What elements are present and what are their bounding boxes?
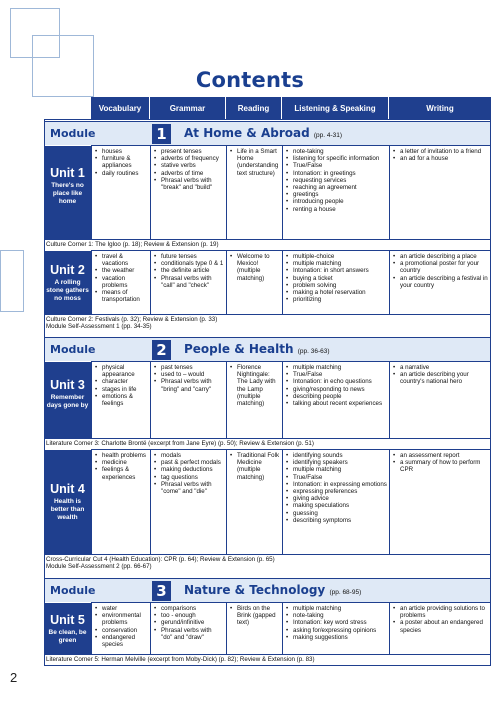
module-label: Module [50, 343, 96, 356]
list-item: • conservation [95, 627, 148, 634]
list-item: • Life in a Smart Home (understanding text structure) [230, 148, 280, 177]
corner-line: Cross-Curricular Cut 4 (Health Education): CPR (p. 64); Review & Extension (p. 65) [46, 556, 275, 563]
listening-speaking-cell [282, 602, 389, 654]
list-item: • giving advice [286, 495, 387, 502]
list-item: • a letter of invitation to a friend [393, 148, 489, 155]
module-pages: (pp. 4-31) [313, 132, 343, 139]
list-item: • houses [95, 148, 148, 155]
list-item: • a narrative [393, 364, 489, 371]
grammar-cell [150, 449, 226, 554]
list-item: • Phrasal verbs with "do" and "draw" [154, 627, 224, 641]
list-item: • identifying speakers [286, 459, 387, 466]
listening-speaking-cell [282, 250, 389, 314]
list-item: • an article describing a festival in your country [393, 275, 489, 289]
list-item: • greetings [286, 191, 387, 198]
culture-corner [44, 239, 491, 250]
column-header-grammar: Grammar [150, 97, 226, 119]
list-item: • Phrasal verbs with "come" and "die" [154, 481, 224, 495]
list-item: • Phrasal verbs with "break" and "build" [154, 177, 224, 191]
list-item: • medicine [95, 459, 148, 466]
list-item: • an article providing solutions to problems [393, 605, 489, 619]
module-title: People & Health (pp. 36-63) [184, 342, 330, 356]
list-item: • listening for specific information [286, 155, 387, 162]
unit-label-cell [44, 602, 91, 654]
list-item: • asking for/expressing opinions [286, 627, 387, 634]
list-item: • requesting services [286, 177, 387, 184]
module-banner [44, 578, 491, 603]
corner-line: Literature Corner 5: Herman Melville (excerpt from Moby-Dick) (p. 82); Review & Extension (p. 83) [46, 656, 315, 663]
list-item: • Intonation: in greetings [286, 170, 387, 177]
list-item: • tag questions [154, 474, 224, 481]
list-item: • Traditional Folk Medicine (multiple matching) [230, 452, 280, 481]
list-item: • health problems [95, 452, 148, 459]
list-item: • talking about recent experiences [286, 400, 387, 407]
grammar-cell [150, 361, 226, 438]
unit-subtitle: Health is better than wealth [50, 498, 85, 521]
unit-label-cell [44, 361, 91, 438]
list-item: • Welcome to Mexico! (multiple matching) [230, 253, 280, 282]
listening-speaking-cell [282, 361, 389, 438]
list-item: • stages in life [95, 386, 148, 393]
list-item: • emotions & feelings [95, 393, 148, 407]
grammar-cell [150, 145, 226, 239]
list-item: • used to – would [154, 371, 224, 378]
column-header-reading: Reading [226, 97, 282, 119]
list-item: • an article describing your country's national hero [393, 371, 489, 385]
list-item: • means of transportation [95, 289, 148, 303]
list-item: • giving/responding to news [286, 386, 387, 393]
vocabulary-cell [91, 145, 150, 239]
vocabulary-cell [91, 361, 150, 438]
column-header-vocabulary: Vocabulary [91, 97, 150, 119]
writing-cell [389, 449, 491, 554]
vocabulary-cell [91, 250, 150, 314]
list-item: • Florence Nightingale: The Lady with the Lamp (multiple matching) [230, 364, 280, 407]
list-item: • travel & vacations [95, 253, 148, 267]
module-pages: (pp. 36-63) [297, 348, 330, 355]
list-item: • daily routines [95, 170, 148, 177]
unit-label-cell [44, 449, 91, 554]
list-item: • physical appearance [95, 364, 148, 378]
grammar-cell [150, 250, 226, 314]
list-item: • introducing people [286, 198, 387, 205]
unit-name: Unit 1 [50, 166, 85, 180]
module-number: 3 [152, 581, 171, 601]
unit-name: Unit 5 [50, 613, 85, 627]
list-item: • note-taking [286, 612, 387, 619]
list-item: • prioritizing [286, 296, 387, 303]
decorative-square [0, 250, 24, 312]
list-item: • Phrasal verbs with "call" and "check" [154, 275, 224, 289]
writing-cell [389, 250, 491, 314]
corner-line: Module Self-Assessment 2 (pp. 66-67) [46, 563, 152, 571]
list-item: • the weather [95, 267, 148, 274]
module-pages: (pp. 68-95) [329, 589, 362, 596]
list-item: • vacation problems [95, 275, 148, 289]
list-item: • an ad for a house [393, 155, 489, 162]
column-header-listening-speaking: Listening & Speaking [282, 97, 389, 119]
column-header-writing: Writing [389, 97, 491, 119]
list-item: • multiple matching [286, 605, 387, 612]
module-banner [44, 337, 491, 362]
corner-line: Module Self-Assessment 1 (pp. 34-35) [46, 323, 152, 331]
writing-cell [389, 145, 491, 239]
reading-cell [226, 602, 282, 654]
list-item: • multiple matching [286, 364, 387, 371]
module-label: Module [50, 127, 96, 140]
corner-line: Culture Corner 2: Festivals (p. 32); Review & Extension (p. 33) [46, 316, 218, 323]
module-label: Module [50, 584, 96, 597]
list-item: • an article describing a place [393, 253, 489, 260]
list-item: • comparisons [154, 605, 224, 612]
list-item: • an assessment report [393, 452, 489, 459]
list-item: • a poster about an endangered species [393, 619, 489, 633]
unit-name: Unit 3 [50, 378, 85, 392]
vocabulary-cell [91, 449, 150, 554]
list-item: • future tenses [154, 253, 224, 260]
list-item: • too - enough [154, 612, 224, 619]
module-number: 1 [152, 124, 171, 144]
list-item: • reaching an agreement [286, 184, 387, 191]
list-item: • guessing [286, 510, 387, 517]
cross-curricular-cut [44, 554, 491, 573]
grammar-cell [150, 602, 226, 654]
vocabulary-cell [91, 602, 150, 654]
module-banner [44, 121, 491, 146]
module-number: 2 [152, 340, 171, 360]
culture-corner [44, 314, 491, 333]
list-item: • the definite article [154, 267, 224, 274]
corner-line: Culture Corner 1: The Igloo (p. 18); Review & Extension (p. 19) [46, 241, 219, 248]
list-item: • Phrasal verbs with "bring" and "carry" [154, 378, 224, 392]
literature-corner [44, 438, 491, 449]
list-item: • Intonation: in short answers [286, 267, 387, 274]
list-item: • describing symptoms [286, 517, 387, 524]
unit-subtitle: Remember days gone by [46, 394, 89, 409]
literature-corner [44, 654, 491, 665]
list-item: • past & perfect modals [154, 459, 224, 466]
list-item: • modals [154, 452, 224, 459]
list-item: • endangered species [95, 634, 148, 648]
writing-cell [389, 361, 491, 438]
list-item: • furniture & appliances [95, 155, 148, 169]
list-item: • Intonation: in expressing emotions [286, 481, 387, 488]
list-item: • adverbs of frequency [154, 155, 224, 162]
list-item: • multiple-choice [286, 253, 387, 260]
reading-cell [226, 250, 282, 314]
reading-cell [226, 361, 282, 438]
list-item: • buying a ticket [286, 275, 387, 282]
reading-cell [226, 449, 282, 554]
list-item: • multiple matching [286, 466, 387, 473]
corner-line: Literature Corner 3: Charlotte Brontë (excerpt from Jane Eyre) (p. 50); Review & Extension (p. 51) [46, 440, 314, 447]
unit-subtitle: There's no place like home [51, 182, 84, 205]
list-item: • making a hotel reservation [286, 289, 387, 296]
list-item: • making suggestions [286, 634, 387, 641]
decorative-square [10, 8, 60, 58]
list-item: • Birds on the Brink (gapped text) [230, 605, 280, 627]
list-item: • water [95, 605, 148, 612]
list-item: • True/False [286, 474, 387, 481]
listening-speaking-cell [282, 145, 389, 239]
list-item: • gerund/infinitive [154, 619, 224, 626]
writing-cell [389, 602, 491, 654]
list-item: • past tenses [154, 364, 224, 371]
list-item: • character [95, 378, 148, 385]
list-item: • making deductions [154, 466, 224, 473]
list-item: • note-taking [286, 148, 387, 155]
list-item: • conditionals type 0 & 1 [154, 260, 224, 267]
list-item: • expressing preferences [286, 488, 387, 495]
unit-subtitle: Be clean, be green [48, 629, 87, 644]
list-item: • renting a house [286, 206, 387, 213]
list-item: • making speculations [286, 502, 387, 509]
list-item: • stative verbs [154, 162, 224, 169]
list-item: • describing people [286, 393, 387, 400]
module-title: At Home & Abroad (pp. 4-31) [184, 126, 343, 140]
list-item: • Intonation: in echo questions [286, 378, 387, 385]
list-item: • Intonation: key word stress [286, 619, 387, 626]
unit-label-cell [44, 250, 91, 314]
page-number: 2 [10, 670, 18, 685]
list-item: • adverbs of time [154, 170, 224, 177]
page-title: Contents [195, 68, 305, 92]
unit-subtitle: A rolling stone gathers no moss [46, 279, 89, 302]
list-item: • identifying sounds [286, 452, 387, 459]
listening-speaking-cell [282, 449, 389, 554]
list-item: • problem solving [286, 282, 387, 289]
list-item: • a summary of how to perform CPR [393, 459, 489, 473]
list-item: • a promotional poster for your country [393, 260, 489, 274]
unit-name: Unit 4 [50, 482, 85, 496]
list-item: • True/False [286, 162, 387, 169]
module-title: Nature & Technology (pp. 68-95) [184, 583, 362, 597]
reading-cell [226, 145, 282, 239]
list-item: • environmental problems [95, 612, 148, 626]
list-item: • multiple matching [286, 260, 387, 267]
list-item: • present tenses [154, 148, 224, 155]
unit-name: Unit 2 [50, 263, 85, 277]
list-item: • True/False [286, 371, 387, 378]
list-item: • feelings & experiences [95, 466, 148, 480]
unit-label-cell [44, 145, 91, 239]
